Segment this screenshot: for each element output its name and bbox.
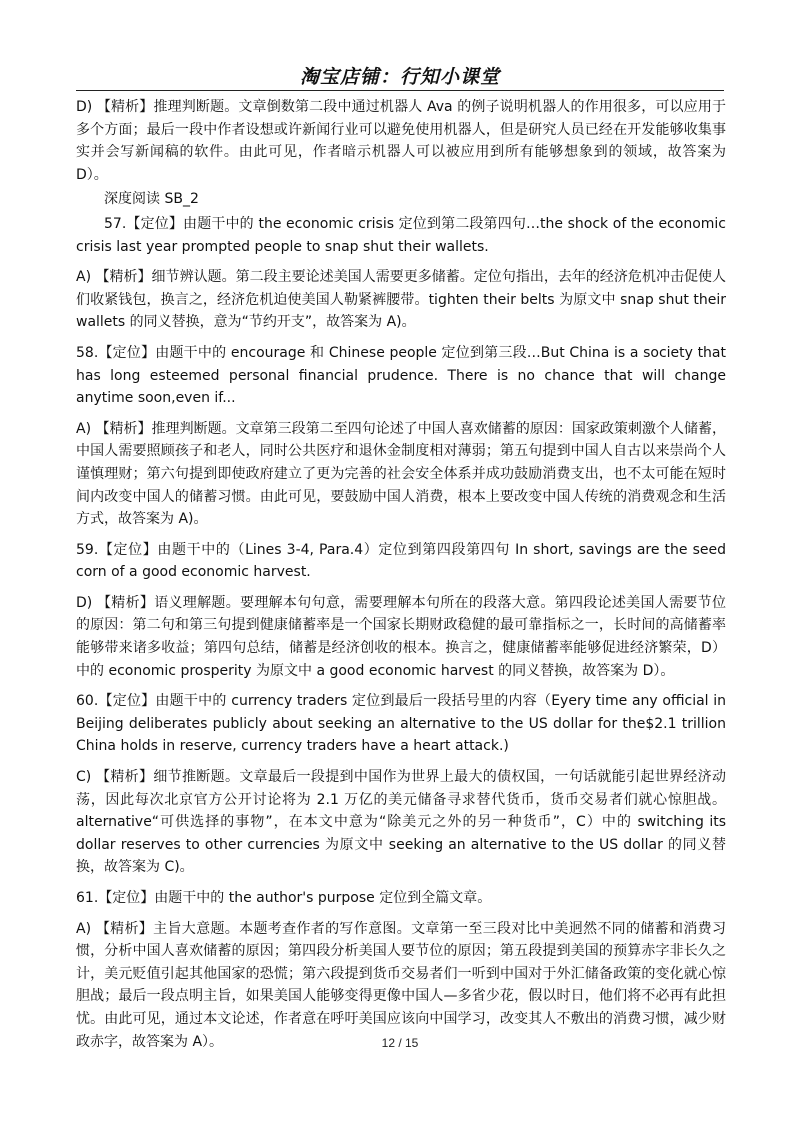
page-body	[76, 96, 726, 1061]
page-number: 12 / 15	[381, 1036, 419, 1050]
question-61-locate: 61.【定位】由题干中的 the author's purpose 定位到全篇文章。	[76, 890, 492, 906]
question-59-analysis: D) 【精析】语义理解题。要理解本句句意，需要理解本句所在的段落大意。第四段论述美国人需要节位的原因：第二句和第三句提到健康储蓄率是一个国家长期财政稳健的最可靠指标之一，长时间的高储蓄率能够带来诸多收益；第四句总结，储蓄是经济创收的根本。换言之，健康储蓄率能够促进经济繁荣，D）中的 economic prosperity 为原文中 a good economic harvest 的同义替换，故答案为 D）。	[76, 594, 726, 679]
answer-paragraph-56: D) 【精析】推理判断题。文章倒数第二段中通过机器人 Ava 的例子说明机器人的作用很多，可以应用于多个方面；最后一段中作者设想或许新闻行业可以避免使用机器人，但是研究人员已经在开发能够收集事实并会写新闻稿的软件。由此可见，作者暗示机器人可以被应用到所有能够想象到的领域，故答案为 D）。	[76, 99, 726, 183]
question-60-locate: 60.【定位】由题干中的 currency traders 定位到最后一段括号里的内容（Eyery time any official in Beijing deliberates publicly about seeking an alternative to the US dollar for the$2.1 trillion China holds in reserve, currency traders have a heart attack.)	[76, 693, 726, 755]
page-header-title: 淘宝店铺：行知小课堂	[299, 66, 500, 88]
question-61-analysis: A) 【精析】主旨大意题。本题考查作者的写作意图。文章第一至三段对比中美迥然不同的储蓄和消费习惯，分析中国人喜欢储蓄的原因；第四段分析美国人要节位的原因；第五段提到美国的预算赤字非长久之计，美元贬值引起其他国家的恐慌；第六段提到货币交易者们一听到中国对于外汇储备政策的变化就心惊胆战；最后一段点明主旨，如果美国人能够变得更像中国人—多省少花，假以时日，他们将不必再有此担忧。由此可见，通过本文论述，作者意在呼吁美国应该向中国学习，改变其人不敷出的消费习惯，减少财政赤字，故答案为 A）。	[76, 920, 726, 1050]
question-60-analysis: C) 【精析】细节推断题。文章最后一段提到中国作为世界上最大的债权国，一句话就能引起世界经济动荡，因此每次北京官方公开讨论将为 2.1 万亿的美元储备寻求替代货币，货币交易者们就心惊胆战。alternative“可供选择的事物”，在本文中意为“除美元之外的另一种货币”，C）中的 switching its dollar reserves to other currencies 为原文中 seeking an alternative to the US dollar 的同义替换，故答案为 C)。	[76, 769, 726, 876]
question-58-locate: 58.【定位】由题干中的 encourage 和 Chinese people 定位到第三段…But China is a society that has long esteemed personal financial prudence. There is no chance that will change anytime soon,even if...	[76, 344, 726, 407]
header-divider	[76, 90, 724, 91]
question-59-locate: 59.【定位】由题干中的（Lines 3-4, Para.4）定位到第四段第四句 In short, savings are the seed corn of a good economic harvest.	[76, 541, 726, 581]
question-58-analysis: A) 【精析】推理判断题。文章第三段第二至四句论述了中国人喜欢储蓄的原因：国家政策刺激个人储蓄，中国人需要照顾孩子和老人，同时公共医疗和退休金制度相对薄弱；第五句提到中国人自古以来崇尚个人谨慎理财；第六句提到即使政府建立了更为完善的社会安全体系并成功鼓励消费支出，也不太可能在短时间内改变中国人的储蓄习惯。由此可见，要鼓励中国人消费，根本上要改变中国人传统的消费观念和生活方式，故答案为 A)。	[76, 420, 726, 528]
section-heading: 深度阅读 SB_2	[104, 191, 199, 208]
question-57-locate: 57.【定位】由题干中的 the economic crisis 定位到第二段第四句…the shock of the economic crisis last year prompted people to snap shut their wallets.	[76, 215, 726, 255]
question-57-analysis: A) 【精析】细节辨认题。第二段主要论述美国人需要更多储蓄。定位句指出，去年的经济危机冲击促使人们收紧钱包，换言之，经济危机迫使美国人勒紧裤腰带。tighten their belts 为原文中 snap shut their wallets 的同义替换，意为“节约开支”，故答案为 A)。	[76, 269, 726, 331]
